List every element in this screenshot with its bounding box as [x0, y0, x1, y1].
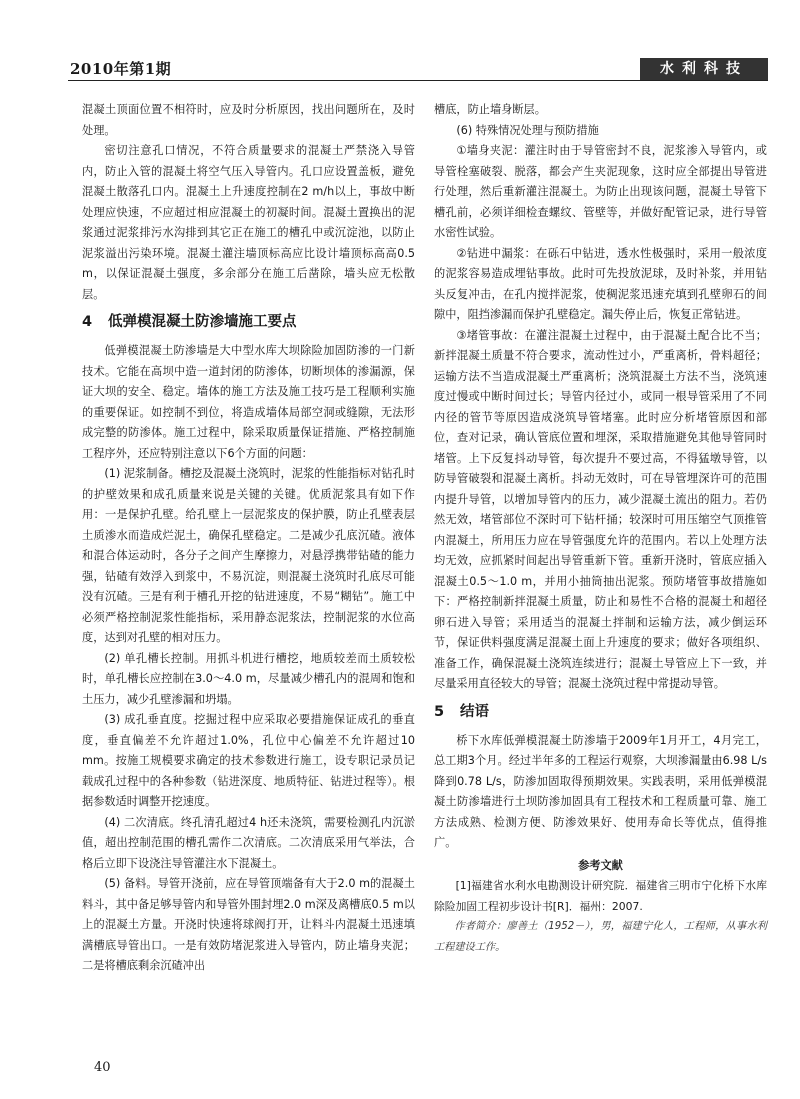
section-number: 4 — [82, 314, 93, 330]
paragraph: 密切注意孔口情况，不符合质量要求的混凝土严禁浇入导管内，防止入管的混凝土将空气压入导管内。孔口应设置盖板，避免混凝土散落孔口内。混凝土上升速度控制在2 m/h以上，事故中断处理应快速，不应超过相应混凝土的初凝时间。混凝土置换出的泥浆通过泥浆排污水沟排到其它正在施工的槽孔中或沉淀池，以防止泥浆溢出污染环境。混凝土灌注墙顶标高应比设计墙顶标高高0.5 m，以保证混凝土强度，多余部分在施工后凿除，墙头应无松散层。 — [82, 144, 415, 301]
section-number: 5 — [434, 703, 445, 720]
paragraph: 低弹模混凝土防渗墙是大中型水库大坝除险加固防渗的一门新技术。它能在高坝中造一道封闭的防渗体，切断坝体的渗漏源，保证大坝的安全、稳定。墙体的施工方法及施工技巧是工程顺利实施的重要保证。如控制不到位，将造成墙体局部空洞或缝隙，无法形成完整的防渗体。施工过程中，除采取质量保证措施、严格控制施工程序外，还应特别注意以下6个方面的问题： — [82, 344, 415, 460]
paragraph: (6) 特殊情况处理与预防措施 — [456, 123, 599, 137]
section-heading-5 — [434, 701, 767, 723]
paragraph: (2) 单孔槽长控制。用抓斗机进行槽挖，地质较差而土质较松时，单孔槽长应控制在3.0～4.0 m，尽量减少槽孔内的混周和饱和土压力，减少孔壁渗漏和坍塌。 — [82, 651, 415, 706]
section-title: 结语 — [460, 703, 489, 720]
paragraph: (5) 备料。导管开浇前，应在导管顶端备有大于2.0 m的混凝土料斗，其中备足够导管内和导管外围封埋2.0 m深及离槽底0.5 m以上的混凝土方量。开浇时快速将球阀打开，让料斗内混凝土迅速填满槽底导管出口。一是有效防堵泥浆进入导管内，防止墙身夹泥；二是将槽底剩余沉碴冲出 — [82, 877, 415, 972]
header-rule — [68, 80, 768, 81]
paragraph: (3) 成孔垂直度。挖掘过程中应采取必要措施保证成孔的垂直度，垂直偏差不允许超过1.0%，孔位中心偏差不允许超过10 mm。按施工规模要求确定的技术参数进行施工，设专职记录员记载成孔过程中的各种参数（钻进深度、地质特征、钻进过程等）。根据参数适时调整开挖速度。 — [82, 713, 415, 808]
paragraph: 桥下水库低弹模混凝土防渗墙于2009年1月开工，4月完工，总工期3个月。经过半年多的工程运行观察，大坝渗漏量由6.98 L/s降到0.78 L/s，防渗加固取得预期效果。实践表明，采用低弹模混凝土防渗墙进行土坝防渗加固具有工程技术和工程质量可靠、施工方法成熟、检测方便、防渗效果好、使用寿命长等优点，值得推广。 — [434, 733, 767, 849]
paragraph: (1) 泥浆制备。槽挖及混凝土浇筑时，泥浆的性能指标对钻孔时的护壁效果和成孔质量来说是关键的关键。优质泥浆具有如下作用：一是保护孔壁。给孔壁上一层泥浆皮的保护膜，防止孔壁表层土质渗水而造成烂泥土，确保孔壁稳定。二是减少孔底沉碴。液体和混合体运动时，各分子之间产生摩擦力，对悬浮携带钻碴的能力强，钻碴有效浮入到浆中，不易沉淀，则混凝土浇筑时孔底尽可能没有沉碴。三是有利于槽孔开挖的钻进速度，不易“糊钻”。施工中必须严格控制泥浆性能指标，采用静态泥浆法，控制泥浆的水位高度，达到对孔壁的相对压力。 — [82, 467, 415, 644]
section-heading-4 — [82, 311, 415, 333]
paragraph: (4) 二次清底。终孔清孔超过4 h还未浇筑，需要检测孔内沉淤值，超出控制范围的槽孔需作二次清底。二次清底采用气举法，合格后立即下设浇注导管灌注水下混凝土。 — [82, 815, 415, 870]
paragraph: 混凝土顶面位置不相符时，应及时分析原因，找出问题所在，及时处理。 — [82, 103, 415, 137]
author-bio: 作者简介：廖善土（1952－），男，福建宁化人，工程师，从事水利工程建设工作。 — [434, 921, 767, 953]
references-heading: 参考文献 — [578, 858, 623, 872]
section-title: 低弹模混凝土防渗墙施工要点 — [108, 314, 297, 330]
running-header — [68, 58, 768, 82]
paragraph: ②钻进中漏浆：在砾石中钻进，透水性极强时，采用一般浓度的泥浆容易造成埋钻事故。此时可先投放泥球，及时补浆，并用钻头反复冲击，在孔内搅拌泥浆，使稠泥浆迅速充填到孔壁卵石的间隙中，阻挡渗漏而保护孔壁稳定。漏失停止后，恢复正常钻进。 — [434, 246, 767, 321]
right-column — [434, 100, 767, 958]
page-number: 40 — [94, 1060, 111, 1075]
paragraph: 槽底，防止墙身断层。 — [434, 103, 546, 116]
reference-item: [1]福建省水利水电勘测设计研究院．福建省三明市宁化桥下水库除险加固工程初步设计书[R]．福州：2007. — [434, 879, 767, 913]
issue-label: 2010年第1期 — [70, 60, 172, 78]
journal-name: 水利科技 — [640, 58, 768, 80]
left-column — [82, 100, 415, 977]
paragraph: ③堵管事故：在灌注混凝土过程中，由于混凝土配合比不当；新拌混凝土质量不符合要求，流动性过小，严重离析，骨料超径；运输方法不当造成混凝土严重离析；浇筑混凝土方法不当，浇筑速度过慢或中断时间过长；导管内径过小，或同一根导管采用了不同内径的管节等原因造成浇筑导管堵塞。此时应分析堵管原因和部位，查对记录，确认管底位置和埋深，采取措施避免其他导管同时堵管。上下反复抖动导管，每次提升不要过高，不得猛墩导管，以防导管破裂和混凝土离析。抖动无效时，可在导管埋深许可的范围内提升导管，以增加导管内的压力，减少混凝土流出的阻力。若仍然无效，堵管部位不深时可下钻杆捅；较深时可用压缩空气顶推管内混凝土，所用压力应在导管强度允许的范围内。若以上处理方法均无效，应抓紧时间起出导管重新下管。重新开浇时，管底应插入混凝土0.5～1.0 m，并用小抽筒抽出泥浆。预防堵管事故措施如下：严格控制新拌混凝土质量，防止和易性不合格的混凝土和超径卵石进入导管；采用适当的混凝土拌制和运输方法，减少倒运环节，保证供料强度满足混凝土面上升速度的要求；做好各项组织、准备工作，确保混凝土浇筑连续进行；混凝土导管应上下一致，并尽量采用直径较大的导管；混凝土浇筑过程中常提动导管。 — [434, 328, 767, 690]
paragraph: ①墙身夹泥：灌注时由于导管密封不良，泥浆渗入导管内，或导管栓塞破裂、脱落，都会产生夹泥现象，这时应全部提出导管进行处理，然后重新灌注混凝土。为防止出现该问题，混凝土导管下槽孔前，必须详细检查螺纹、管壁等，并做好配管记录，进行导管水密性试验。 — [434, 144, 767, 239]
